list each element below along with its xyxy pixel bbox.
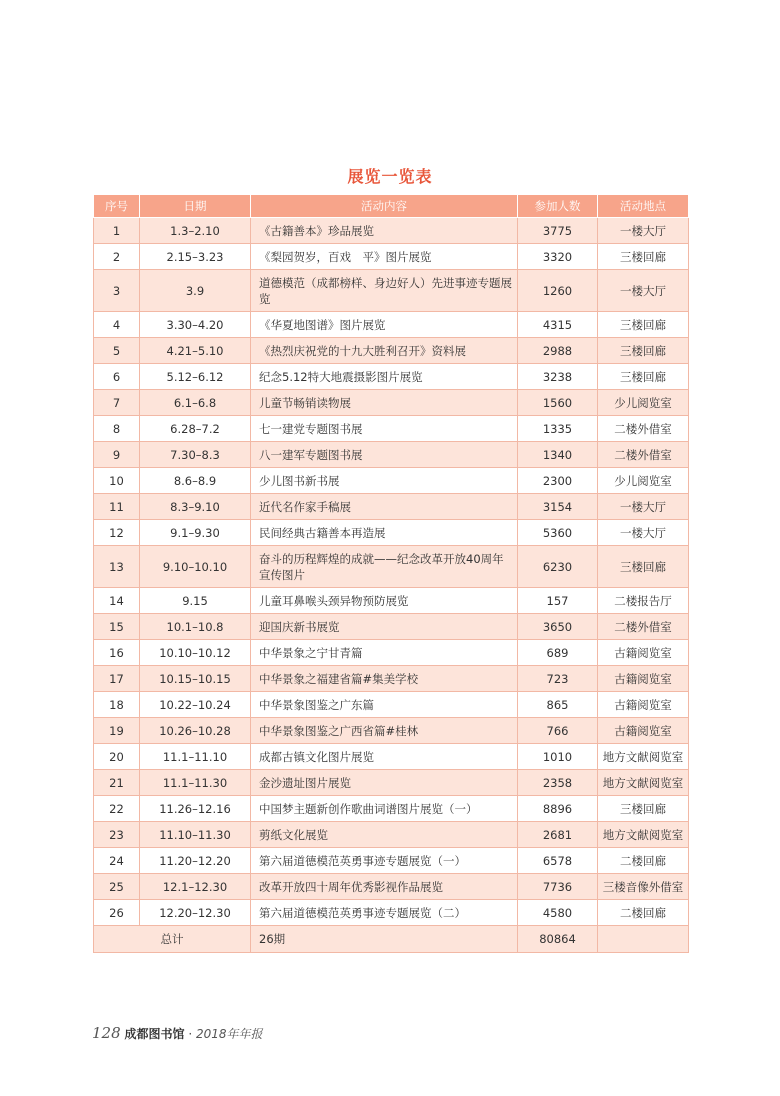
row-place: 少儿阅览室 (598, 468, 689, 494)
total-count: 80864 (518, 926, 598, 953)
row-date: 3.30–4.20 (140, 312, 251, 338)
row-place: 少儿阅览室 (598, 390, 689, 416)
row-count: 6578 (518, 848, 598, 874)
row-no: 3 (94, 270, 140, 312)
row-count: 7736 (518, 874, 598, 900)
row-no: 17 (94, 666, 140, 692)
row-date: 8.3–9.10 (140, 494, 251, 520)
table-row (94, 666, 689, 692)
row-date: 12.20–12.30 (140, 900, 251, 926)
row-content: 第六届道德模范英勇事迹专题展览（一） (251, 848, 518, 874)
page-footer (92, 1024, 263, 1042)
row-count: 4580 (518, 900, 598, 926)
table-row (94, 364, 689, 390)
row-count: 5360 (518, 520, 598, 546)
row-no: 16 (94, 640, 140, 666)
row-content: 第六届道德模范英勇事迹专题展览（二） (251, 900, 518, 926)
col-header-no: 序号 (94, 195, 140, 218)
row-place: 三楼回廊 (598, 796, 689, 822)
row-place: 三楼回廊 (598, 546, 689, 588)
exhibition-table (93, 194, 689, 953)
table-row (94, 312, 689, 338)
row-count: 2681 (518, 822, 598, 848)
row-no: 9 (94, 442, 140, 468)
row-place: 古籍阅览室 (598, 666, 689, 692)
row-date: 2.15–3.23 (140, 244, 251, 270)
row-date: 8.6–8.9 (140, 468, 251, 494)
row-count: 766 (518, 718, 598, 744)
row-count: 4315 (518, 312, 598, 338)
row-content: 八一建军专题图书展 (251, 442, 518, 468)
table-row (94, 874, 689, 900)
table-row (94, 770, 689, 796)
row-date: 1.3–2.10 (140, 218, 251, 244)
row-no: 2 (94, 244, 140, 270)
row-date: 10.15–10.15 (140, 666, 251, 692)
table-row (94, 640, 689, 666)
table-row (94, 416, 689, 442)
row-no: 15 (94, 614, 140, 640)
row-no: 10 (94, 468, 140, 494)
row-no: 7 (94, 390, 140, 416)
row-date: 11.1–11.30 (140, 770, 251, 796)
header-row (94, 195, 689, 218)
row-no: 26 (94, 900, 140, 926)
row-content: 纪念5.12特大地震摄影图片展览 (251, 364, 518, 390)
row-count: 689 (518, 640, 598, 666)
row-place: 地方文献阅览室 (598, 770, 689, 796)
row-no: 1 (94, 218, 140, 244)
row-date: 11.1–11.10 (140, 744, 251, 770)
row-no: 23 (94, 822, 140, 848)
row-place: 地方文献阅览室 (598, 822, 689, 848)
total-row (94, 926, 689, 953)
row-place: 二楼外借室 (598, 614, 689, 640)
table-row (94, 744, 689, 770)
col-header-date: 日期 (140, 195, 251, 218)
table-row (94, 218, 689, 244)
page-number: 128 (92, 1024, 121, 1042)
row-content: 少儿图书新书展 (251, 468, 518, 494)
row-content: 中华景象之福建省篇#集美学校 (251, 666, 518, 692)
row-place: 古籍阅览室 (598, 692, 689, 718)
row-place: 二楼回廊 (598, 900, 689, 926)
row-count: 3775 (518, 218, 598, 244)
library-name: 成都图书馆 (124, 1027, 185, 1041)
row-place: 三楼回廊 (598, 312, 689, 338)
row-content: 《华夏地图谱》图片展览 (251, 312, 518, 338)
row-count: 3154 (518, 494, 598, 520)
table-row (94, 244, 689, 270)
row-count: 8896 (518, 796, 598, 822)
row-date: 10.22–10.24 (140, 692, 251, 718)
row-no: 8 (94, 416, 140, 442)
row-date: 6.1–6.8 (140, 390, 251, 416)
row-content: 剪纸文化展览 (251, 822, 518, 848)
row-no: 13 (94, 546, 140, 588)
row-count: 3238 (518, 364, 598, 390)
row-content: 《梨园贺岁，百戏 平》图片展览 (251, 244, 518, 270)
row-place: 二楼外借室 (598, 416, 689, 442)
table-row (94, 692, 689, 718)
table-row (94, 614, 689, 640)
row-content: 迎国庆新书展览 (251, 614, 518, 640)
row-place: 三楼音像外借室 (598, 874, 689, 900)
total-label: 总计 (94, 926, 251, 953)
row-content: 中华景象图鉴之广西省篇#桂林 (251, 718, 518, 744)
row-date: 7.30–8.3 (140, 442, 251, 468)
row-date: 11.10–11.30 (140, 822, 251, 848)
row-date: 11.26–12.16 (140, 796, 251, 822)
row-content: 近代名作家手稿展 (251, 494, 518, 520)
table-row (94, 822, 689, 848)
row-place: 古籍阅览室 (598, 640, 689, 666)
row-date: 3.9 (140, 270, 251, 312)
table-row (94, 848, 689, 874)
row-content: 《古籍善本》珍品展览 (251, 218, 518, 244)
table-row (94, 390, 689, 416)
row-date: 10.10–10.12 (140, 640, 251, 666)
row-date: 5.12–6.12 (140, 364, 251, 390)
row-place: 一楼大厅 (598, 494, 689, 520)
row-count: 6230 (518, 546, 598, 588)
row-content: 改革开放四十周年优秀影视作品展览 (251, 874, 518, 900)
row-no: 4 (94, 312, 140, 338)
table-row (94, 520, 689, 546)
row-content: 儿童耳鼻喉头颈异物预防展览 (251, 588, 518, 614)
row-content: 金沙遗址图片展览 (251, 770, 518, 796)
row-no: 11 (94, 494, 140, 520)
table-row (94, 338, 689, 364)
row-content: 中国梦主题新创作歌曲词谱图片展览（一） (251, 796, 518, 822)
row-no: 20 (94, 744, 140, 770)
row-content: 道德模范（成都榜样、身边好人）先进事迹专题展览 (251, 270, 518, 312)
table-row (94, 468, 689, 494)
row-place: 二楼回廊 (598, 848, 689, 874)
table-title: 展览一览表 (347, 167, 433, 186)
table-row (94, 442, 689, 468)
row-content: 成都古镇文化图片展览 (251, 744, 518, 770)
row-date: 10.26–10.28 (140, 718, 251, 744)
row-count: 2988 (518, 338, 598, 364)
row-count: 1560 (518, 390, 598, 416)
row-count: 1335 (518, 416, 598, 442)
row-place: 地方文献阅览室 (598, 744, 689, 770)
row-no: 25 (94, 874, 140, 900)
table-row (94, 900, 689, 926)
row-place: 三楼回廊 (598, 364, 689, 390)
row-content: 儿童节畅销读物展 (251, 390, 518, 416)
row-count: 3650 (518, 614, 598, 640)
footer-separator: · (188, 1027, 193, 1041)
row-content: 奋斗的历程辉煌的成就——纪念改革开放40周年宣传图片 (251, 546, 518, 588)
row-count: 157 (518, 588, 598, 614)
row-place: 一楼大厅 (598, 218, 689, 244)
row-place: 三楼回廊 (598, 244, 689, 270)
row-count: 723 (518, 666, 598, 692)
row-place: 古籍阅览室 (598, 718, 689, 744)
row-no: 22 (94, 796, 140, 822)
row-date: 4.21–5.10 (140, 338, 251, 364)
table-row (94, 588, 689, 614)
row-content: 中华景象之宁甘青篇 (251, 640, 518, 666)
total-periods: 26期 (251, 926, 518, 953)
row-no: 6 (94, 364, 140, 390)
row-place: 三楼回廊 (598, 338, 689, 364)
table-row (94, 546, 689, 588)
row-no: 21 (94, 770, 140, 796)
table-row (94, 270, 689, 312)
row-place: 一楼大厅 (598, 270, 689, 312)
row-date: 9.1–9.30 (140, 520, 251, 546)
row-no: 5 (94, 338, 140, 364)
total-place (598, 926, 689, 953)
row-count: 2300 (518, 468, 598, 494)
row-content: 中华景象图鉴之广东篇 (251, 692, 518, 718)
row-count: 1340 (518, 442, 598, 468)
row-count: 1260 (518, 270, 598, 312)
row-place: 二楼外借室 (598, 442, 689, 468)
row-no: 24 (94, 848, 140, 874)
row-date: 11.20–12.20 (140, 848, 251, 874)
row-date: 9.10–10.10 (140, 546, 251, 588)
row-count: 865 (518, 692, 598, 718)
row-no: 19 (94, 718, 140, 744)
table-row (94, 718, 689, 744)
col-header-count: 参加人数 (518, 195, 598, 218)
table-row (94, 494, 689, 520)
row-date: 10.1–10.8 (140, 614, 251, 640)
row-count: 1010 (518, 744, 598, 770)
row-content: 民间经典古籍善本再造展 (251, 520, 518, 546)
row-date: 12.1–12.30 (140, 874, 251, 900)
row-date: 9.15 (140, 588, 251, 614)
row-date: 6.28–7.2 (140, 416, 251, 442)
row-place: 二楼报告厅 (598, 588, 689, 614)
row-no: 12 (94, 520, 140, 546)
col-header-content: 活动内容 (251, 195, 518, 218)
report-year: 2018年年报 (195, 1027, 263, 1041)
row-no: 14 (94, 588, 140, 614)
row-content: 《热烈庆祝党的十九大胜利召开》资料展 (251, 338, 518, 364)
row-content: 七一建党专题图书展 (251, 416, 518, 442)
row-place: 一楼大厅 (598, 520, 689, 546)
col-header-place: 活动地点 (598, 195, 689, 218)
table-row (94, 796, 689, 822)
row-count: 3320 (518, 244, 598, 270)
row-no: 18 (94, 692, 140, 718)
row-count: 2358 (518, 770, 598, 796)
